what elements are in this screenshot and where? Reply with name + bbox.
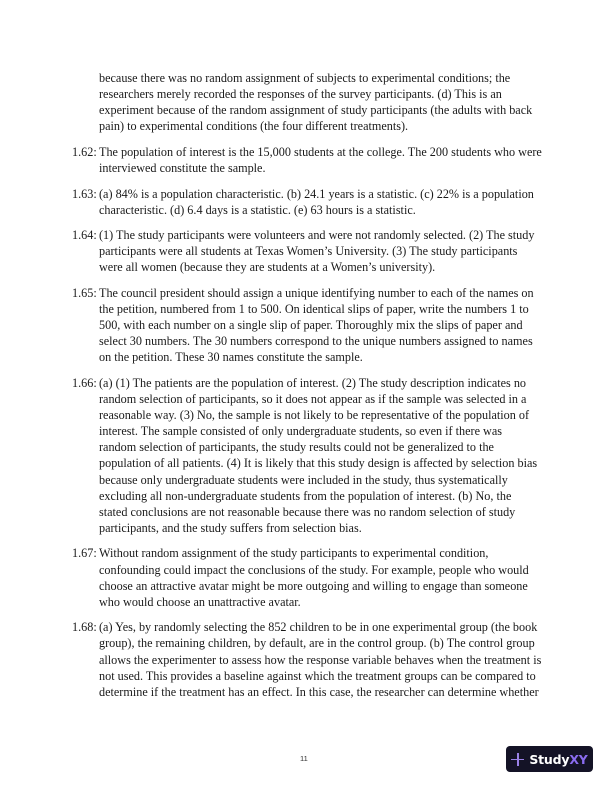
answer-1-68 [72, 619, 542, 699]
answer-label: 1.64: [72, 228, 97, 243]
answer-1-64 [72, 227, 542, 275]
answer-text: The population of interest is the 15,000 students at the college. The 200 students who were interviewed constitute the sample. [99, 144, 542, 175]
answer-label: 1.65: [72, 286, 97, 301]
answer-1-63 [72, 186, 542, 218]
studyxy-logo[interactable] [506, 746, 593, 772]
answer-text: (a) (1) The patients are the population of interest. (2) The study description indicates no random selection of participants, so it does not appear as if the sample was selected in a reasonable way. (3) No, the sample is not likely to be representative of the population of interest. The sample consisted of only undergraduate students, so even if there was random selection of participants, the study results could not be generalized to the population of all patients. (4) It is likely that this study design is affected by selection bias because only undergraduate students were included in the study, thus systematically excluding all non-undergraduate students from the population of interest. (b) No, the stated conclusions are not reasonable because there was no random selection of study participants, and the study suffers from selection bias. [99, 376, 538, 535]
answer-1-67 [72, 545, 542, 609]
answer-label: 1.62: [72, 144, 97, 159]
answer-text: Without random assignment of the study participants to experimental condition, confounding could impact the conclusions of the study. For example, people who would choose an attractive avatar might be more outgoing and willing to engage than someone who would choose an unattractive avatar. [99, 546, 529, 609]
document-body [72, 70, 542, 709]
answer-text: (a) 84% is a population characteristic. (b) 24.1 years is a statistic. (c) 22% is a population characteristic. (d) 6.4 days is a statistic. (e) 63 hours is a statistic. [99, 186, 534, 217]
page-number: 11 [300, 754, 308, 763]
answer-text: because there was no random assignment of subjects to experimental conditions; the researchers merely recorded the responses of the survey participants. (d) This is an experiment because of the random assignment of study participants (the adults with back pain) to experimental conditions (the four different treatments). [99, 71, 533, 134]
logo-text-accent: XY [569, 751, 588, 767]
answer-label: 1.66: [72, 376, 97, 390]
answer-text: (1) The study participants were volunteers and were not randomly selected. (2) The study participants were all students at Texas Women’s University. (3) The study participants were all women (because they are students at a Women’s university). [99, 228, 535, 275]
logo-text-primary: Study [529, 751, 570, 767]
answer-1-66 [72, 375, 542, 536]
answer-continuation [72, 70, 542, 134]
answer-text: (a) Yes, by randomly selecting the 852 children to be in one experimental group (the book group), the remaining children, by default, are in the control group. (b) The control group allows the experimenter to assess how the response variable behaves when the treatment is not used. This provides a baseline against which the treatment groups can be compared to determine if the treatment has an effect. In this case, the researcher can determine whether [99, 620, 542, 699]
answer-label: 1.63: [72, 186, 97, 201]
plus-icon [511, 753, 524, 766]
answer-1-65 [72, 285, 542, 365]
answer-1-62 [72, 144, 542, 176]
answer-label: 1.67: [72, 546, 97, 561]
answer-text: The council president should assign a unique identifying number to each of the names on the petition, numbered from 1 to 500. On identical slips of paper, write the numbers 1 to 500, with each number on a single slip of paper. Thoroughly mix the slips of paper and select 30 numbers. The 30 numbers correspond to the unique numbers assigned to names on the petition. These 30 names constitute the sample. [99, 286, 534, 365]
answer-label: 1.68: [72, 620, 97, 635]
